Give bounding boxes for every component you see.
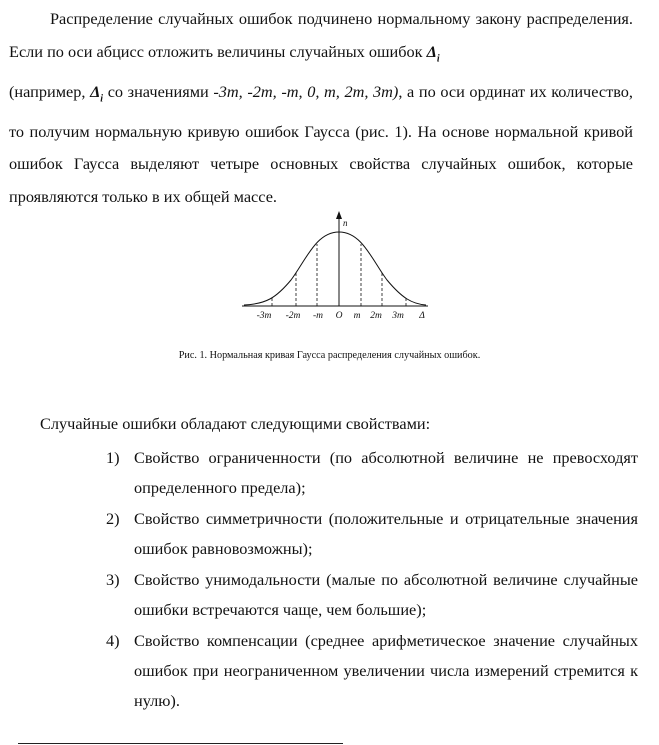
list-item [0, 439, 659, 500]
list-item-number: 4) [106, 631, 120, 650]
tick-label: O [335, 311, 343, 321]
delta-symbol: $\Delta_i$ [426, 41, 440, 64]
tick-label: -3m [256, 311, 272, 321]
gauss-curve-figure [236, 208, 432, 324]
x-axis-end-label: Δ [419, 311, 425, 321]
list-item-number: 2) [106, 509, 120, 528]
paragraph-text-1: Распределение случайных ошибок подчинено нормальному закону распределения. Если по оси абцисс отложить величины случайных ошибок [9, 9, 633, 61]
properties-intro: Случайные ошибки обладают следующими свойствами: [40, 414, 431, 433]
list-item [0, 622, 659, 710]
tick-label: -2m [285, 311, 301, 321]
paragraph-text-2: (например, [9, 81, 91, 101]
y-axis-label: n [343, 218, 348, 228]
properties-list [0, 439, 659, 710]
error-values: -3m, -2m, -m, 0, m, 2m, 3m) [213, 81, 399, 101]
list-item [0, 500, 659, 561]
tick-label: -m [312, 311, 324, 321]
y-axis-arrow-icon [336, 211, 342, 219]
paragraph-text-3: со значениями [103, 81, 214, 101]
intro-paragraph [9, 3, 633, 214]
list-item-number: 1) [106, 448, 120, 467]
list-item-text: Свойство унимодальности (малые по абсолютной величине случайные ошибки встречаются чаще, чем большие); [134, 570, 638, 619]
list-item-number: 3) [106, 570, 120, 589]
list-item-text: Свойство симметричности (положительные и отрицательные значения ошибок равновозможны); [134, 509, 638, 558]
delta-symbol: $\Delta_i$ [90, 81, 104, 104]
list-item [0, 561, 659, 622]
list-item-text: Свойство ограниченности (по абсолютной величине не превосходят определенного предела); [134, 448, 638, 497]
figure-caption: Рис. 1. Нормальная кривая Гаусса распределения случайных ошибок. [178, 350, 481, 361]
footnote-separator [18, 743, 343, 744]
tick-label: m [353, 311, 361, 321]
gauss-curve [244, 232, 426, 305]
list-item-text: Свойство компенсации (среднее арифметическое значение случайных ошибок при неограниченном увеличении числа измерений стремится к нулю). [134, 631, 638, 710]
tick-label: 2m [370, 311, 382, 321]
tick-label: 3m [392, 311, 404, 321]
paragraph-text-4: , а по оси ординат их количество, то получим нормальную кривую ошибок Гаусса (рис. 1). На основе нормальной кривой ошибок Гаусса выделяют четыре основных свойства случайных ошибок, которые проявляются только в их общей массе. [9, 81, 633, 207]
